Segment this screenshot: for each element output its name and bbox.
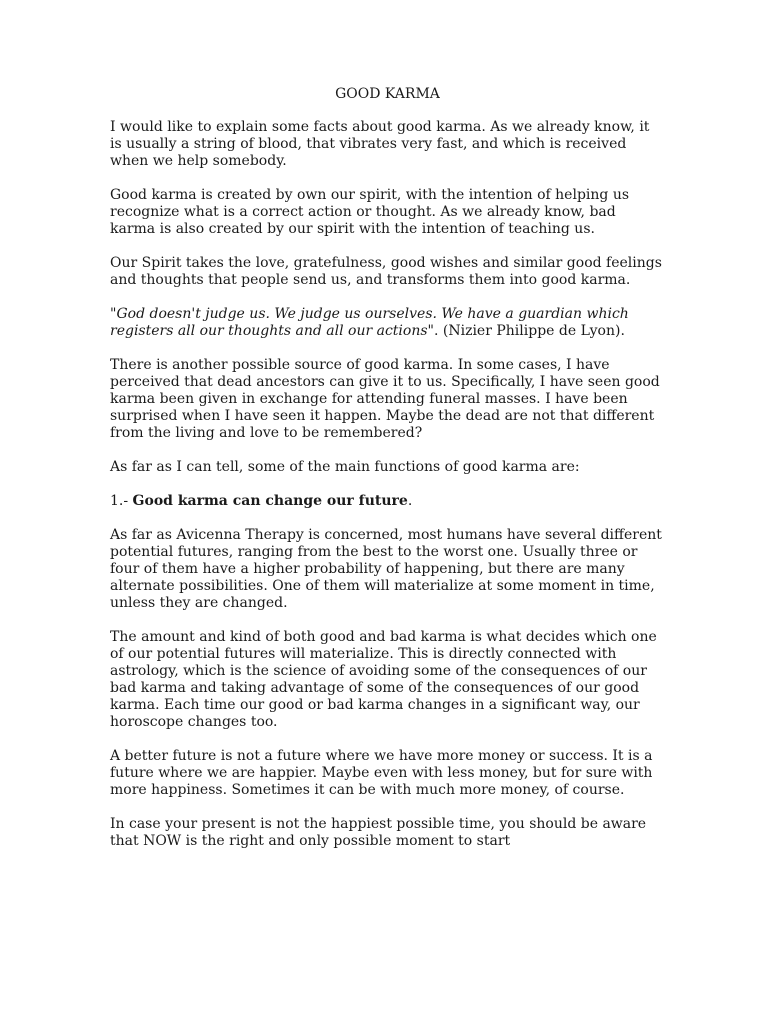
document-body [110,86,665,867]
paragraph-functions-intro: As far as I can tell, some of the main functions of good karma are: [110,459,580,475]
paragraph-better-future: A better future is not a future where we have more money or success. It is a future where we are happier. Maybe even with less money, but for sure with more happiness. Sometimes it can be with much more money, of course. [110,748,653,798]
paragraph-astrology: The amount and kind of both good and bad karma is what decides which one of our potential futures will materialize. This is directly connected with astrology, which is the science of avoiding some of the consequences of our bad karma and taking advantage of some of the consequences of our good karma. Each time our good or bad karma changes in a significant way, our horoscope changes too. [110,629,657,730]
quote-attribution: ". (Nizier Philippe de Lyon). [427,323,625,339]
paragraph-creation: Good karma is created by own our spirit, with the intention of helping us recognize what is a correct action or thought. As we already know, bad karma is also created by our spirit with the intention of teaching us. [110,187,630,237]
quote-open: " [110,306,117,322]
paragraph-ancestors: There is another possible source of good karma. In some cases, I have perceived that dead ancestors can give it to us. Specifically, I have seen good karma been given in exchange for attending funeral masses. I have been surprised when I have seen it happen. Maybe the dead are not that different from the living and love to be remembered? [110,357,660,441]
section-number: 1.- [110,493,133,509]
page-title: GOOD KARMA [335,86,440,102]
paragraph-now: In case your present is not the happiest possible time, you should be aware that NOW is the right and only possible moment to start [110,816,647,849]
section-heading-1 [110,493,665,510]
section-heading-text: Good karma can change our future [132,493,408,509]
section-heading-period: . [407,493,413,509]
paragraph-intro: I would like to explain some facts about good karma. As we already know, it is usually a string of blood, that vibrates very fast, and which is received when we help somebody. [110,119,650,169]
paragraph-quote [110,306,665,340]
quote-text: God doesn't judge us. We judge us ourselves. We have a guardian which registers all our thoughts and all our actions [110,306,629,339]
paragraph-spirit: Our Spirit takes the love, gratefulness, good wishes and similar good feelings and thoughts that people send us, and transforms them into good karma. [110,255,662,288]
paragraph-potential-futures: As far as Avicenna Therapy is concerned, most humans have several different potential futures, ranging from the best to the worst one. Usually three or four of them have a higher probability of happening, but there are many alternate possibilities. One of them will materialize at some moment in time, unless they are changed. [110,527,662,611]
